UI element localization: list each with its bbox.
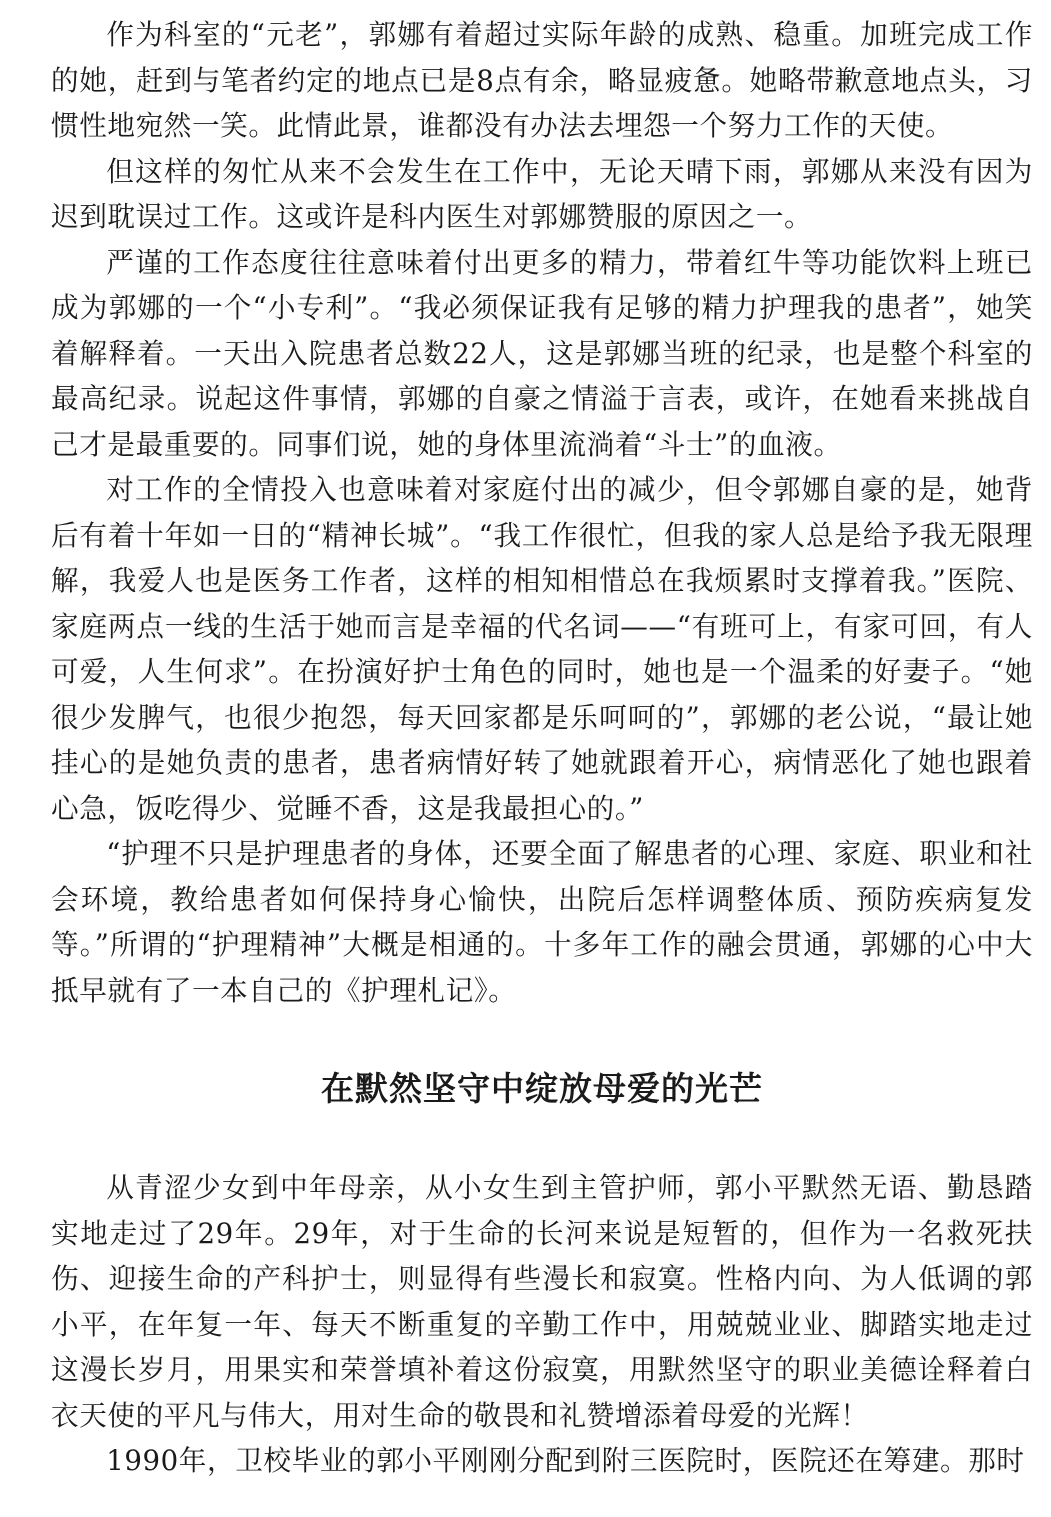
paragraph: 作为科室的“元老”，郭娜有着超过实际年龄的成熟、稳重。加班完成工作的她，赶到与笔者约定的地点已是8点有余，略显疲惫。她略带歉意地点头，习惯性地宛然一笑。此情此景，谁都没有办法去埋怨一个努力工作的天使。 <box>51 18 1033 142</box>
paragraph: 但这样的匆忙从来不会发生在工作中，无论天晴下雨，郭娜从来没有因为迟到耽误过工作。这或许是科内医生对郭娜赞服的原因之一。 <box>51 154 1033 233</box>
paragraph: 从青涩少女到中年母亲，从小女生到主管护师，郭小平默然无语、勤恳踏实地走过了29年。29年，对于生命的长河来说是短暂的，但作为一名救死扶伤、迎接生命的产科护士，则显得有些漫长和寂寞。性格内向、为人低调的郭小平，在年复一年、每天不断重复的辛勤工作中，用兢兢业业、脚踏实地走过这漫长岁月，用果实和荣誉填补着这份寂寞，用默然坚守的职业美德诠释着白衣天使的平凡与伟大，用对生命的敬畏和礼赞增添着母爱的光辉！ <box>51 1171 1033 1432</box>
section-title: 在默然坚守中绽放母爱的光芒 <box>321 1069 763 1108</box>
paragraph: 对工作的全情投入也意味着对家庭付出的减少，但令郭娜自豪的是，她背后有着十年如一日的“精神长城”。“我工作很忙，但我的家人总是给予我无限理解，我爱人也是医务工作者，这样的相知相惜总在我烦累时支撑着我。”医院、家庭两点一线的生活于她而言是幸福的代名词——“有班可上，有家可回，有人可爱，人生何求”。在扮演好护士角色的同时，她也是一个温柔的好妻子。“她很少发脾气，也很少抱怨，每天回家都是乐呵呵的”，郭娜的老公说，“最让她挂心的是她负责的患者，患者病情好转了她就跟着开心，病情恶化了她也跟着心急，饭吃得少、觉睡不香，这是我最担心的。” <box>51 473 1033 825</box>
paragraph: “护理不只是护理患者的身体，还要全面了解患者的心理、家庭、职业和社会环境，教给患者如何保持身心愉快，出院后怎样调整体质、预防疾病复发等。”所谓的“护理精神”大概是相通的。十多年工作的融会贯通，郭娜的心中大抵早就有了一本自己的《护理札记》。 <box>51 837 1033 1007</box>
paragraph: 严谨的工作态度往往意味着付出更多的精力，带着红牛等功能饮料上班已成为郭娜的一个“小专利”。“我必须保证我有足够的精力护理我的患者”，她笑着解释着。一天出入院患者总数22人，这是郭娜当班的纪录，也是整个科室的最高纪录。说起这件事情，郭娜的自豪之情溢于言表，或许，在她看来挑战自己才是最重要的。同事们说，她的身体里流淌着“斗士”的血液。 <box>51 245 1033 461</box>
paragraph: 1990年，卫校毕业的郭小平刚刚分配到附三医院时，医院还在筹建。那时 <box>106 1444 1025 1477</box>
